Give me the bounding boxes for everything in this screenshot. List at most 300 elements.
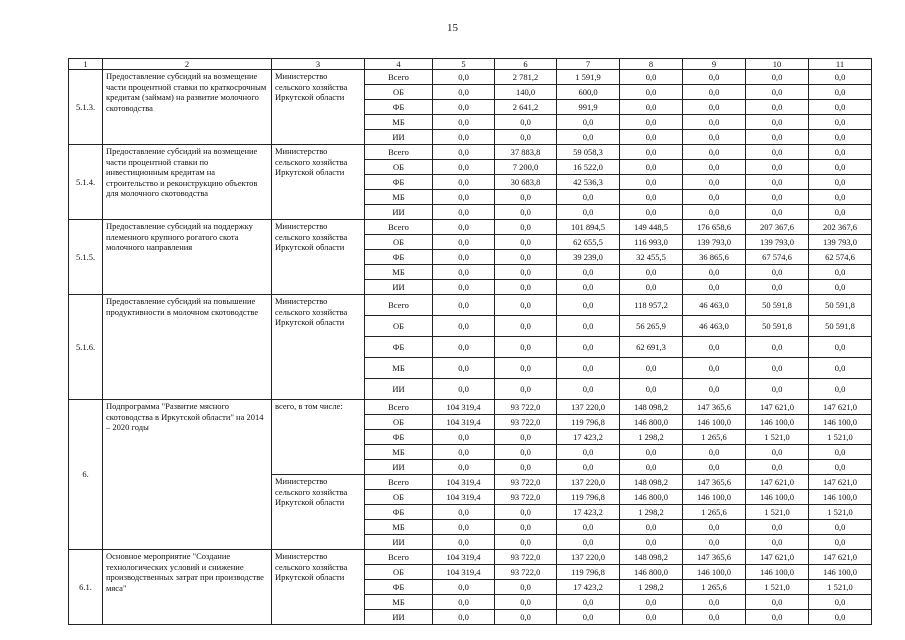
value-col-7: 0,0: [557, 280, 620, 295]
value-col-10: 0,0: [746, 520, 809, 535]
funding-source: ОБ: [365, 565, 433, 580]
value-col-7: 16 522,0: [557, 160, 620, 175]
table-row: [69, 400, 872, 415]
value-col-5: 0,0: [433, 115, 495, 130]
value-col-5: 0,0: [433, 580, 495, 595]
value-col-11: 50 591,8: [809, 295, 872, 316]
value-col-8: 1 298,2: [620, 505, 683, 520]
value-col-8: 146 800,0: [620, 490, 683, 505]
row-executor: Министерство сельского хозяйства Иркутской области: [272, 145, 365, 220]
value-col-6: 0,0: [495, 205, 557, 220]
value-col-11: 146 100,0: [809, 565, 872, 580]
value-col-9: 0,0: [683, 70, 746, 85]
value-col-7: 137 220,0: [557, 400, 620, 415]
value-col-7: 0,0: [557, 595, 620, 610]
value-col-6: 0,0: [495, 445, 557, 460]
value-col-6: 0,0: [495, 610, 557, 625]
value-col-6: 0,0: [495, 358, 557, 379]
value-col-10: 0,0: [746, 70, 809, 85]
value-col-8: 0,0: [620, 100, 683, 115]
value-col-8: 1 298,2: [620, 430, 683, 445]
value-col-11: 146 100,0: [809, 490, 872, 505]
value-col-10: 147 621,0: [746, 550, 809, 565]
row-description: Предоставление субсидий на повышение продуктивности в молочном скотоводстве: [103, 295, 272, 400]
funding-source: ОБ: [365, 160, 433, 175]
value-col-8: 149 448,5: [620, 220, 683, 235]
value-col-11: 0,0: [809, 265, 872, 280]
value-col-5: 0,0: [433, 220, 495, 235]
value-col-11: 0,0: [809, 610, 872, 625]
value-col-11: 1 521,0: [809, 430, 872, 445]
value-col-8: 0,0: [620, 445, 683, 460]
value-col-10: 146 100,0: [746, 490, 809, 505]
value-col-10: 0,0: [746, 379, 809, 400]
value-col-9: 0,0: [683, 445, 746, 460]
value-col-8: 0,0: [620, 190, 683, 205]
value-col-6: 0,0: [495, 316, 557, 337]
funding-source: Всего: [365, 220, 433, 235]
value-col-9: 0,0: [683, 337, 746, 358]
value-col-6: 93 722,0: [495, 475, 557, 490]
table-body: [69, 59, 872, 625]
value-col-10: 0,0: [746, 337, 809, 358]
value-col-10: 0,0: [746, 190, 809, 205]
value-col-5: 0,0: [433, 337, 495, 358]
value-col-7: 991,9: [557, 100, 620, 115]
value-col-6: 0,0: [495, 337, 557, 358]
value-col-8: 0,0: [620, 175, 683, 190]
value-col-10: 0,0: [746, 535, 809, 550]
value-col-10: 0,0: [746, 358, 809, 379]
value-col-5: 104 319,4: [433, 475, 495, 490]
value-col-6: 0,0: [495, 280, 557, 295]
value-col-7: 119 796,8: [557, 565, 620, 580]
value-col-11: 0,0: [809, 160, 872, 175]
value-col-7: 42 536,3: [557, 175, 620, 190]
row-executor: Министерство сельского хозяйства Иркутской области: [272, 475, 365, 550]
value-col-11: 50 591,8: [809, 316, 872, 337]
value-col-10: 0,0: [746, 595, 809, 610]
value-col-6: 93 722,0: [495, 565, 557, 580]
row-code: 5.1.5.: [69, 220, 103, 295]
value-col-11: 0,0: [809, 130, 872, 145]
value-col-9: 0,0: [683, 280, 746, 295]
value-col-6: 0,0: [495, 265, 557, 280]
value-col-6: 93 722,0: [495, 415, 557, 430]
value-col-9: 36 865,6: [683, 250, 746, 265]
value-col-8: 0,0: [620, 520, 683, 535]
row-description: Предоставление субсидий на поддержку племенного крупного рогатого скота молочного направления: [103, 220, 272, 295]
funding-source: Всего: [365, 295, 433, 316]
funding-source: ФБ: [365, 175, 433, 190]
value-col-9: 176 658,6: [683, 220, 746, 235]
value-col-5: 0,0: [433, 85, 495, 100]
row-code: 5.1.6.: [69, 295, 103, 400]
value-col-5: 104 319,4: [433, 400, 495, 415]
value-col-11: 147 621,0: [809, 475, 872, 490]
row-description: Предоставление субсидий на возмещение части процентной ставки по инвестиционным кредитам на строительство и реконструкцию объектов для молочного скотоводства: [103, 145, 272, 220]
value-col-11: 0,0: [809, 379, 872, 400]
value-col-8: 0,0: [620, 115, 683, 130]
value-col-9: 0,0: [683, 160, 746, 175]
value-col-11: 202 367,6: [809, 220, 872, 235]
row-executor: Министерство сельского хозяйства Иркутской области: [272, 220, 365, 295]
value-col-5: 104 319,4: [433, 550, 495, 565]
value-col-9: 146 100,0: [683, 490, 746, 505]
row-executor: всего, в том числе:: [272, 400, 365, 475]
column-number-2: 2: [103, 59, 272, 70]
row-description: Предоставление субсидий на возмещение части процентной ставки по краткосрочным кредитам (займам) на развитие молочного скотоводства: [103, 70, 272, 145]
value-col-10: 139 793,0: [746, 235, 809, 250]
value-col-9: 0,0: [683, 535, 746, 550]
value-col-11: 0,0: [809, 520, 872, 535]
value-col-7: 0,0: [557, 445, 620, 460]
funding-source: ОБ: [365, 235, 433, 250]
value-col-5: 0,0: [433, 316, 495, 337]
value-col-6: 0,0: [495, 580, 557, 595]
value-col-11: 0,0: [809, 280, 872, 295]
funding-source: ФБ: [365, 250, 433, 265]
value-col-6: 93 722,0: [495, 550, 557, 565]
value-col-9: 0,0: [683, 175, 746, 190]
budget-table: [68, 58, 872, 625]
value-col-6: 93 722,0: [495, 490, 557, 505]
value-col-7: 1 591,9: [557, 70, 620, 85]
value-col-8: 0,0: [620, 460, 683, 475]
funding-source: МБ: [365, 190, 433, 205]
value-col-9: 0,0: [683, 358, 746, 379]
value-col-9: 46 463,0: [683, 316, 746, 337]
value-col-8: 1 298,2: [620, 580, 683, 595]
funding-source: Всего: [365, 400, 433, 415]
value-col-6: 140,0: [495, 85, 557, 100]
value-col-9: 146 100,0: [683, 415, 746, 430]
value-col-7: 17 423,2: [557, 580, 620, 595]
value-col-5: 0,0: [433, 430, 495, 445]
value-col-9: 46 463,0: [683, 295, 746, 316]
value-col-10: 0,0: [746, 265, 809, 280]
value-col-6: 2 641,2: [495, 100, 557, 115]
column-number-7: 7: [557, 59, 620, 70]
value-col-6: 0,0: [495, 430, 557, 445]
value-col-5: 0,0: [433, 190, 495, 205]
value-col-8: 0,0: [620, 595, 683, 610]
table-row: [69, 145, 872, 160]
row-executor: Министерство сельского хозяйства Иркутской области: [272, 295, 365, 400]
value-col-6: 0,0: [495, 535, 557, 550]
value-col-8: 32 455,5: [620, 250, 683, 265]
value-col-10: 0,0: [746, 460, 809, 475]
value-col-9: 0,0: [683, 100, 746, 115]
value-col-11: 147 621,0: [809, 550, 872, 565]
funding-source: Всего: [365, 145, 433, 160]
value-col-10: 50 591,8: [746, 295, 809, 316]
value-col-6: 0,0: [495, 130, 557, 145]
value-col-7: 17 423,2: [557, 505, 620, 520]
value-col-11: 0,0: [809, 205, 872, 220]
funding-source: МБ: [365, 445, 433, 460]
value-col-9: 147 365,6: [683, 475, 746, 490]
value-col-10: 146 100,0: [746, 565, 809, 580]
value-col-8: 146 800,0: [620, 415, 683, 430]
value-col-7: 0,0: [557, 295, 620, 316]
value-col-5: 104 319,4: [433, 490, 495, 505]
value-col-9: 0,0: [683, 190, 746, 205]
value-col-7: 137 220,0: [557, 475, 620, 490]
funding-source: Всего: [365, 475, 433, 490]
funding-source: ИИ: [365, 205, 433, 220]
value-col-10: 0,0: [746, 115, 809, 130]
value-col-11: 0,0: [809, 358, 872, 379]
value-col-11: 62 574,6: [809, 250, 872, 265]
value-col-9: 1 265,6: [683, 505, 746, 520]
value-col-11: 147 621,0: [809, 400, 872, 415]
funding-source: ФБ: [365, 100, 433, 115]
value-col-5: 0,0: [433, 70, 495, 85]
value-col-7: 0,0: [557, 190, 620, 205]
funding-source: ИИ: [365, 379, 433, 400]
value-col-8: 148 098,2: [620, 550, 683, 565]
funding-source: МБ: [365, 115, 433, 130]
value-col-5: 104 319,4: [433, 415, 495, 430]
value-col-10: 0,0: [746, 160, 809, 175]
funding-source: ИИ: [365, 280, 433, 295]
column-number-11: 11: [809, 59, 872, 70]
value-col-8: 118 957,2: [620, 295, 683, 316]
value-col-5: 0,0: [433, 445, 495, 460]
value-col-9: 0,0: [683, 145, 746, 160]
value-col-7: 17 423,2: [557, 430, 620, 445]
value-col-11: 1 521,0: [809, 580, 872, 595]
row-executor: Министерство сельского хозяйства Иркутской области: [272, 550, 365, 625]
value-col-7: 62 655,5: [557, 235, 620, 250]
value-col-11: 0,0: [809, 190, 872, 205]
value-col-6: 93 722,0: [495, 400, 557, 415]
value-col-10: 0,0: [746, 205, 809, 220]
value-col-11: 1 521,0: [809, 505, 872, 520]
value-col-9: 0,0: [683, 610, 746, 625]
value-col-9: 0,0: [683, 460, 746, 475]
value-col-5: 0,0: [433, 520, 495, 535]
page-number: 15: [447, 22, 458, 34]
value-col-9: 0,0: [683, 520, 746, 535]
value-col-9: 0,0: [683, 115, 746, 130]
value-col-5: 0,0: [433, 295, 495, 316]
value-col-6: 0,0: [495, 595, 557, 610]
value-col-5: 0,0: [433, 130, 495, 145]
value-col-9: 147 365,6: [683, 400, 746, 415]
funding-source: ИИ: [365, 130, 433, 145]
value-col-5: 0,0: [433, 460, 495, 475]
value-col-8: 0,0: [620, 358, 683, 379]
value-col-6: 7 200,0: [495, 160, 557, 175]
value-col-10: 0,0: [746, 175, 809, 190]
value-col-11: 0,0: [809, 595, 872, 610]
row-executor: Министерство сельского хозяйства Иркутской области: [272, 70, 365, 145]
value-col-8: 146 800,0: [620, 565, 683, 580]
funding-source: МБ: [365, 520, 433, 535]
value-col-7: 0,0: [557, 316, 620, 337]
value-col-5: 0,0: [433, 160, 495, 175]
value-col-8: 0,0: [620, 130, 683, 145]
value-col-8: 0,0: [620, 610, 683, 625]
value-col-6: 0,0: [495, 379, 557, 400]
value-col-11: 0,0: [809, 145, 872, 160]
value-col-7: 0,0: [557, 520, 620, 535]
value-col-6: 0,0: [495, 460, 557, 475]
value-col-8: 0,0: [620, 160, 683, 175]
value-col-10: 1 521,0: [746, 505, 809, 520]
value-col-7: 0,0: [557, 535, 620, 550]
value-col-10: 0,0: [746, 85, 809, 100]
value-col-9: 146 100,0: [683, 565, 746, 580]
column-number-9: 9: [683, 59, 746, 70]
value-col-8: 62 691,3: [620, 337, 683, 358]
value-col-9: 1 265,6: [683, 580, 746, 595]
funding-source: ОБ: [365, 316, 433, 337]
value-col-10: 146 100,0: [746, 415, 809, 430]
row-description: Основное мероприятие "Создание технологических условий и снижение производственных затрат при производстве мяса": [103, 550, 272, 625]
value-col-7: 0,0: [557, 205, 620, 220]
table-row: [69, 220, 872, 235]
value-col-5: 0,0: [433, 535, 495, 550]
value-col-7: 39 239,0: [557, 250, 620, 265]
value-col-8: 0,0: [620, 85, 683, 100]
value-col-5: 0,0: [433, 265, 495, 280]
value-col-10: 0,0: [746, 445, 809, 460]
row-code: 6.: [69, 400, 103, 550]
value-col-10: 0,0: [746, 280, 809, 295]
value-col-8: 148 098,2: [620, 475, 683, 490]
value-col-5: 0,0: [433, 595, 495, 610]
value-col-6: 0,0: [495, 235, 557, 250]
value-col-6: 0,0: [495, 250, 557, 265]
value-col-7: 101 894,5: [557, 220, 620, 235]
value-col-9: 0,0: [683, 130, 746, 145]
value-col-5: 0,0: [433, 205, 495, 220]
value-col-6: 30 683,8: [495, 175, 557, 190]
funding-source: ФБ: [365, 430, 433, 445]
value-col-5: 104 319,4: [433, 565, 495, 580]
value-col-5: 0,0: [433, 358, 495, 379]
column-number-4: 4: [365, 59, 433, 70]
funding-source: ОБ: [365, 415, 433, 430]
funding-source: ФБ: [365, 580, 433, 595]
funding-source: ИИ: [365, 460, 433, 475]
value-col-5: 0,0: [433, 280, 495, 295]
value-col-6: 2 781,2: [495, 70, 557, 85]
column-number-5: 5: [433, 59, 495, 70]
value-col-9: 0,0: [683, 85, 746, 100]
value-col-10: 0,0: [746, 145, 809, 160]
table-row: [69, 550, 872, 565]
value-col-6: 0,0: [495, 520, 557, 535]
funding-source: ФБ: [365, 505, 433, 520]
column-number-8: 8: [620, 59, 683, 70]
value-col-10: 0,0: [746, 100, 809, 115]
value-col-5: 0,0: [433, 175, 495, 190]
value-col-6: 37 883,8: [495, 145, 557, 160]
value-col-7: 600,0: [557, 85, 620, 100]
value-col-11: 0,0: [809, 85, 872, 100]
value-col-9: 0,0: [683, 265, 746, 280]
funding-source: Всего: [365, 70, 433, 85]
row-description: Подпрограмма "Развитие мясного скотоводства в Иркутской области" на 2014 – 2020 годы: [103, 400, 272, 550]
value-col-7: 0,0: [557, 610, 620, 625]
value-col-8: 148 098,2: [620, 400, 683, 415]
value-col-7: 0,0: [557, 115, 620, 130]
funding-source: МБ: [365, 265, 433, 280]
value-col-6: 0,0: [495, 295, 557, 316]
column-number-1: 1: [69, 59, 103, 70]
value-col-10: 67 574,6: [746, 250, 809, 265]
value-col-7: 119 796,8: [557, 490, 620, 505]
table-row: [69, 70, 872, 85]
value-col-11: 0,0: [809, 115, 872, 130]
value-col-6: 0,0: [495, 505, 557, 520]
value-col-8: 0,0: [620, 379, 683, 400]
value-col-7: 0,0: [557, 379, 620, 400]
value-col-9: 1 265,6: [683, 430, 746, 445]
value-col-7: 119 796,8: [557, 415, 620, 430]
value-col-9: 139 793,0: [683, 235, 746, 250]
value-col-9: 147 365,6: [683, 550, 746, 565]
value-col-10: 147 621,0: [746, 400, 809, 415]
value-col-8: 56 265,9: [620, 316, 683, 337]
value-col-11: 0,0: [809, 460, 872, 475]
value-col-8: 116 993,0: [620, 235, 683, 250]
column-number-6: 6: [495, 59, 557, 70]
value-col-7: 0,0: [557, 130, 620, 145]
value-col-11: 139 793,0: [809, 235, 872, 250]
value-col-10: 147 621,0: [746, 475, 809, 490]
value-col-6: 0,0: [495, 115, 557, 130]
column-number-10: 10: [746, 59, 809, 70]
value-col-7: 0,0: [557, 265, 620, 280]
value-col-11: 0,0: [809, 70, 872, 85]
value-col-5: 0,0: [433, 250, 495, 265]
value-col-8: 0,0: [620, 265, 683, 280]
value-col-10: 50 591,8: [746, 316, 809, 337]
value-col-11: 0,0: [809, 100, 872, 115]
value-col-9: 0,0: [683, 595, 746, 610]
value-col-8: 0,0: [620, 280, 683, 295]
value-col-5: 0,0: [433, 610, 495, 625]
value-col-8: 0,0: [620, 535, 683, 550]
funding-source: ОБ: [365, 490, 433, 505]
value-col-10: 1 521,0: [746, 580, 809, 595]
value-col-11: 0,0: [809, 337, 872, 358]
value-col-11: 146 100,0: [809, 415, 872, 430]
value-col-5: 0,0: [433, 379, 495, 400]
value-col-7: 59 058,3: [557, 145, 620, 160]
column-number-3: 3: [272, 59, 365, 70]
value-col-7: 0,0: [557, 460, 620, 475]
value-col-5: 0,0: [433, 100, 495, 115]
value-col-8: 0,0: [620, 205, 683, 220]
value-col-10: 0,0: [746, 130, 809, 145]
value-col-5: 0,0: [433, 145, 495, 160]
row-code: 5.1.3.: [69, 70, 103, 145]
value-col-10: 207 367,6: [746, 220, 809, 235]
value-col-5: 0,0: [433, 505, 495, 520]
funding-source: ИИ: [365, 610, 433, 625]
value-col-5: 0,0: [433, 235, 495, 250]
value-col-8: 0,0: [620, 70, 683, 85]
value-col-10: 1 521,0: [746, 430, 809, 445]
funding-source: Всего: [365, 550, 433, 565]
value-col-7: 137 220,0: [557, 550, 620, 565]
